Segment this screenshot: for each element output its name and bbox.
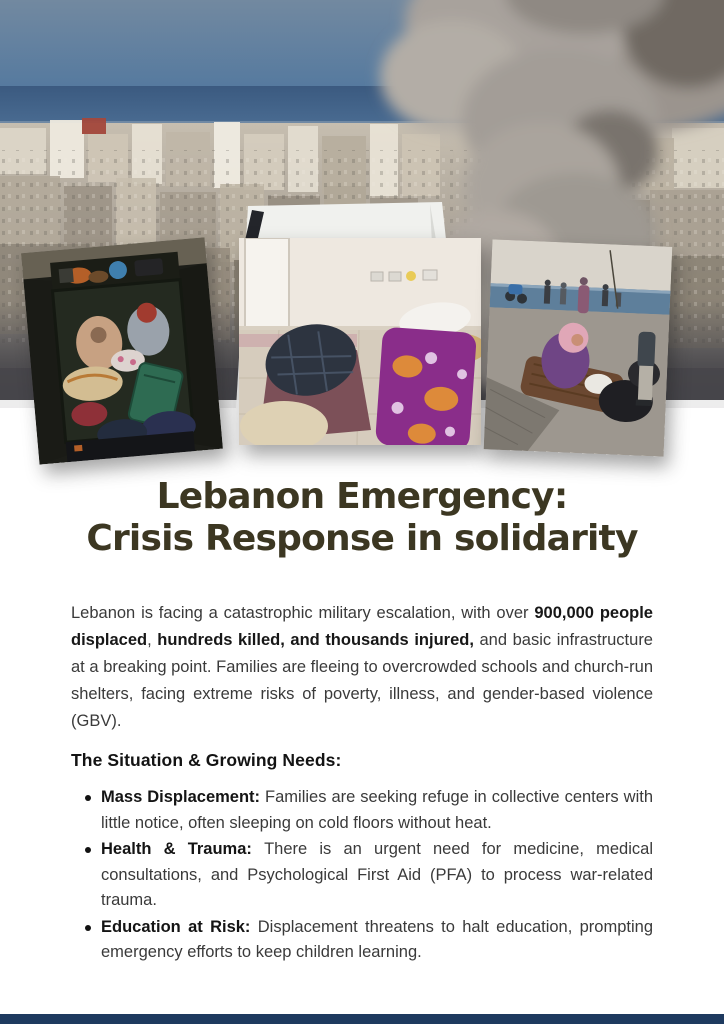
evacuation-truck-photo (21, 237, 223, 464)
hero-collage (0, 0, 724, 470)
bullet-dot (85, 795, 91, 801)
title-line-1: Lebanon Emergency: (156, 476, 568, 517)
list-item-text: Education at Risk: Displacement threatens to halt education, prompting emergency efforts to keep children learning. (101, 917, 653, 961)
list-item-text: Mass Displacement: Families are seeking refuge in collective centers with little notice, often sleeping on cold floors without heat. (101, 788, 653, 832)
needs-list (71, 785, 653, 967)
list-item-health-trauma (71, 837, 653, 914)
bullet-dot (85, 847, 91, 853)
list-item-education-at-risk (71, 915, 653, 966)
page-title (0, 476, 724, 560)
list-item-text: Health & Trauma: There is an urgent need for medicine, medical consultations, and Psychological First Aid (PFA) to process war-related trauma. (101, 840, 653, 909)
section-heading: The Situation & Growing Needs: (71, 750, 342, 770)
bullet-dot (85, 925, 91, 931)
corniche-family-photo (484, 239, 673, 456)
shelter-sleeping-photo (239, 238, 481, 445)
title-line-2: Crisis Response in solidarity (86, 518, 638, 559)
list-item-mass-displacement (71, 785, 653, 836)
footer-accent-bar (0, 1014, 724, 1024)
intro-paragraph: Lebanon is facing a catastrophic military escalation, with over 900,000 people displaced, hundreds killed, and thousands injured, and basic infrastructure at a breaking point. Families are fleeing to overcrowded schools and church-run shelters, facing extreme risks of poverty, illness, and gender-based violence (GBV). (71, 604, 653, 730)
